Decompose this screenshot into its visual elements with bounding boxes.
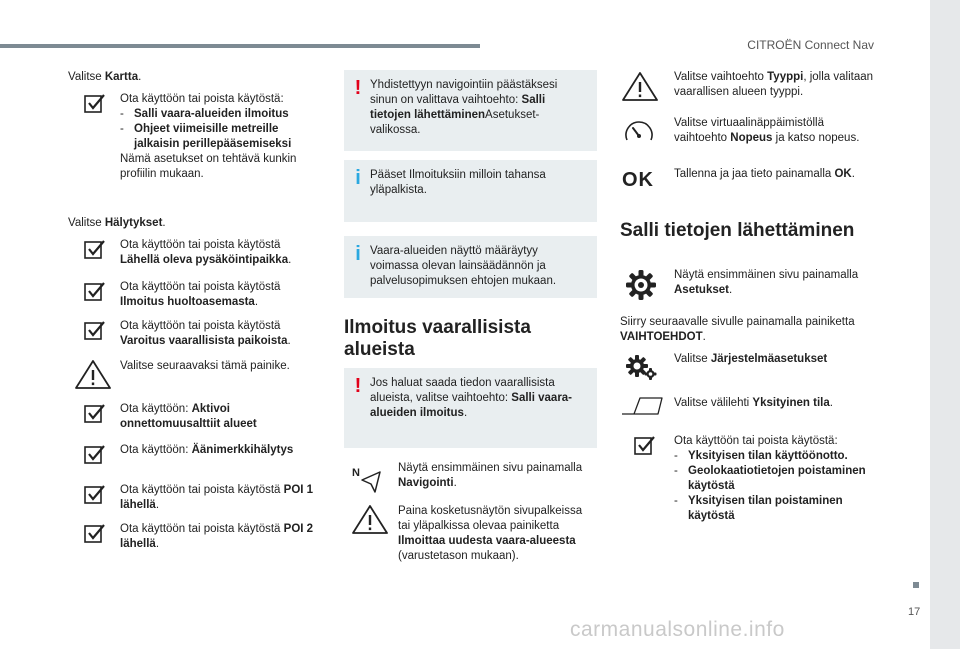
top-rule	[0, 44, 480, 48]
brand-label: CITROËN Connect Nav	[747, 38, 874, 52]
watermark: carmanualsonline.info	[570, 618, 785, 641]
checkbox-icon	[80, 402, 120, 430]
section-heading-vaaralliset: Ilmoitus vaarallisista alueista	[344, 317, 531, 360]
item-tyyppi: Valitse vaihtoehto Tyyppi, jolla valitaan vaarallisen alueen tyyppi.	[674, 71, 874, 98]
warning-triangle-icon	[620, 70, 660, 102]
checkbox-icon	[80, 443, 120, 471]
checkbox-icon	[630, 434, 670, 462]
checkbox-icon	[80, 92, 120, 120]
note-info-ilmoitukset: i Pääset Ilmoituksiin milloin tahansa yläpalkista.	[344, 160, 597, 222]
settings-gear-icon	[624, 268, 658, 302]
checkbox-icon	[80, 319, 120, 347]
navigation-icon	[350, 462, 386, 496]
ok-button-icon: OK	[622, 169, 654, 191]
intro-halytykset: Valitse Hälytykset.	[68, 217, 166, 229]
item-asetukset: Näytä ensimmäinen sivu painamalla Asetukset.	[674, 269, 859, 296]
checkbox-icon	[80, 483, 120, 511]
checkbox-icon	[80, 522, 120, 550]
item-jarjestelmaasetukset: Valitse Järjestelmäasetukset	[674, 353, 828, 365]
page-number: 17	[908, 606, 921, 618]
item-pysakointi: Ota käyttöön tai poista käytöstä Lähellä oleva pysäköintipaikka.	[120, 239, 292, 266]
note-alert-vaara-alueet: ! Jos haluat saada tiedon vaarallisista alueista, valitse vaihtoehto: Salli vaara-alueiden ilmoitus.	[344, 368, 597, 448]
item-onnettomuusalttiit: Ota käyttöön: Aktivoi onnettomuusalttiit alueet	[120, 403, 257, 430]
warning-triangle-icon	[350, 503, 390, 535]
item-poi1: Ota käyttöön tai poista käytöstä POI 1 lähellä.	[120, 484, 314, 511]
alert-mark-icon: !	[354, 375, 362, 397]
item-text: Ota käyttöön tai poista käytöstä:	[120, 93, 284, 105]
item-poi2: Ota käyttöön tai poista käytöstä POI 2 lähellä.	[120, 523, 314, 550]
tab-icon	[620, 394, 664, 416]
item-aanimerkki: Ota käyttöön: Äänimerkkihälytys	[120, 444, 294, 456]
item-kartta-settings: Ota käyttöön tai poista käytöstä: - Salli vaara-alueiden ilmoitus - Ohjeet viimeisille metreille jalkaisin perillepääsemiseksi Nämä asetukset on tehtävä kunkin profiilin mukaan.	[120, 92, 320, 182]
warning-triangle-icon	[73, 358, 113, 390]
item-tallenna: Tallenna ja jaa tieto painamalla OK.	[674, 168, 855, 180]
svg-text:N: N	[352, 467, 360, 479]
item-huoltoasema: Ota käyttöön tai poista käytöstä Ilmoitus huoltoasemasta.	[120, 281, 281, 308]
item-uusi-vaara-alue: Paina kosketusnäytön sivupalkeissa tai yläpalkissa olevaa painiketta Ilmoittaa uudesta vaara-alueesta (varustetason mukaan).	[398, 505, 583, 562]
system-settings-icon	[624, 352, 660, 380]
item-note: Nämä asetukset on tehtävä kunkin profiilin mukaan.	[120, 152, 297, 180]
item-nopeus: Valitse virtuaalinäppäimistöllä vaihtoehto Nopeus ja katso nopeus.	[674, 117, 860, 144]
item-text: Ota käyttöön tai poista käytöstä:	[674, 435, 838, 447]
note-info-lainsaadanto: i Vaara-alueiden näyttö määräytyy voimassa olevan lainsäädännön ja palvelusopimuksen ehtojen mukaan.	[344, 236, 597, 298]
note-alert-yhdistetty: ! Yhdistettyyn navigointiin päästäksesi sinun on valittava vaihtoehto: Salli tietojen lähettäminenAsetukset-valikossa.	[344, 70, 597, 151]
side-strip	[930, 0, 960, 649]
end-marker	[913, 582, 919, 588]
item-navigointi: Näytä ensimmäinen sivu painamalla Navigointi.	[398, 462, 583, 489]
para-vaihtoehdot: Siirry seuraavalle sivulle painamalla painiketta VAIHTOEHDOT.	[620, 316, 855, 343]
intro-kartta: Valitse Kartta.	[68, 71, 142, 83]
item-yksityinen-tila: Valitse välilehti Yksityinen tila.	[674, 397, 833, 409]
checkbox-icon	[80, 238, 120, 266]
info-mark-icon: i	[355, 167, 361, 189]
checkbox-icon	[80, 280, 120, 308]
info-mark-icon: i	[355, 243, 361, 265]
item-select-button: Valitse seuraavaksi tämä painike.	[120, 360, 290, 372]
item-vaaralliset-paikat: Ota käyttöön tai poista käytöstä Varoitus vaarallisista paikoista.	[120, 320, 291, 347]
section-heading-tietojen-lahettaminen: Salli tietojen lähettäminen	[620, 220, 855, 241]
speedometer-icon	[622, 116, 656, 150]
alert-mark-icon: !	[354, 77, 362, 99]
item-yksityisyys-asetukset: Ota käyttöön tai poista käytöstä: - Yksityisen tilan käyttöönotto. - Geolokaatiotietojen poistaminen käytöstä - Yksityisen tilan poistaminen käytöstä	[674, 434, 874, 524]
